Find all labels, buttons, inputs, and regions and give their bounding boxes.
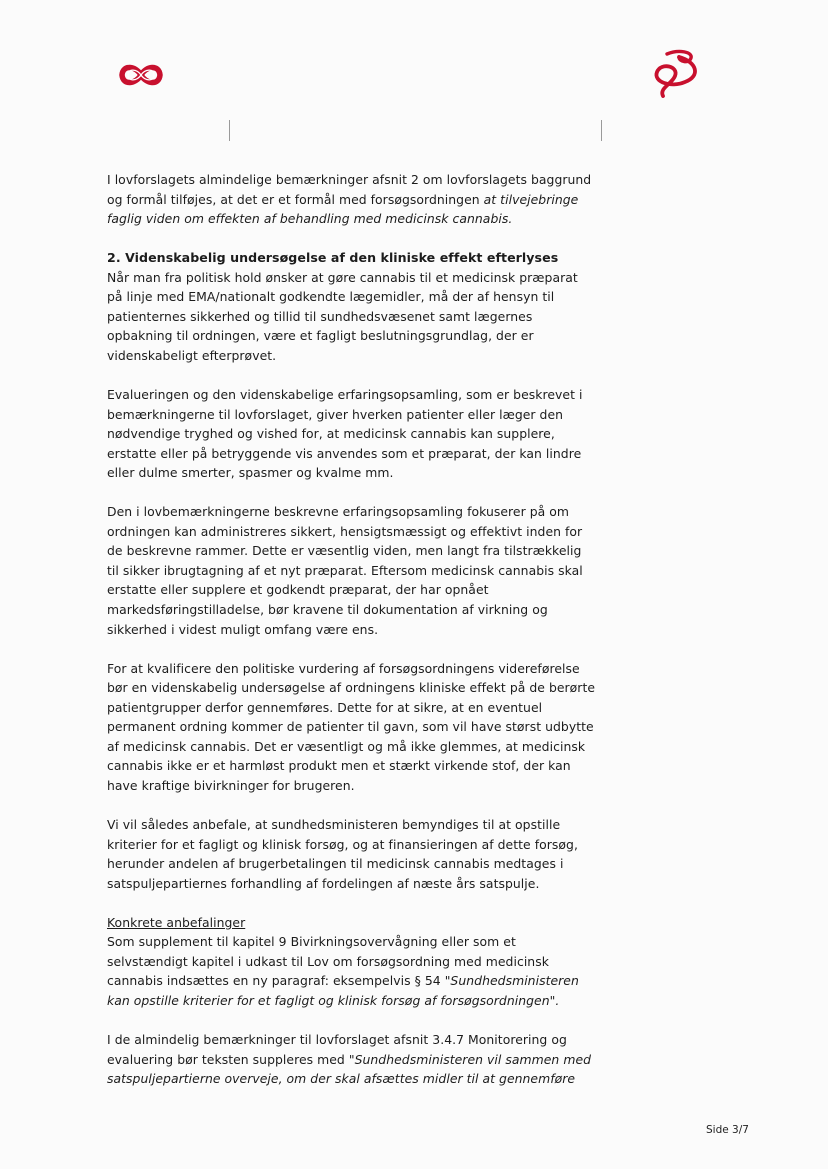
paragraph: For at kvalificere den politiske vurdering af forsøgsordningens videreførelse bør en videnskabelig undersøgelse af ordningens kliniske effekt på de berørte patientgrupper derfor gennemføres. Dette for at sikre, at en eventuel permanent ordning kommer de patienter til gavn, som vil have størst udbytte af medicinsk cannabis. Det er væsentligt og må ikke glemmes, at medicinsk cannabis ikke er et harmløst produkt men et stærkt virkende stof, der kan have kraftige bivirkninger for brugeren. xyxy=(107,660,596,793)
paragraph: Vi vil således anbefale, at sundhedsministeren bemyndiges til at opstille kriterier for et fagligt og klinisk forsøg, og at finansieringen af dette forsøg, herunder andelen af brugerbetalingen til medicinsk cannabis medtages i satspuljepartiernes forhandling af fordelingen af næste års satspulje. xyxy=(107,817,578,891)
page-number: Side 3/7 xyxy=(706,1124,749,1136)
serpent-logo-icon xyxy=(645,48,703,100)
margin-mark-right xyxy=(601,120,602,141)
recommendation-paragraph: I de almindelig bemærkninger til lovforslaget afsnit 3.4.7 Monitorering og evaluering bør teksten suppleres med "Sundhedsministeren vil sammen med satspuljepartierne overveje, om der skal afsættes midler til at gennemføre xyxy=(107,1032,592,1087)
margin-mark-left xyxy=(229,120,230,141)
paragraph: Evalueringen og den videnskabelige erfaringsopsamling, som er beskrevet i bemærkningerne til lovforslaget, giver hverken patienter eller læger den nødvendige tryghed og vished for, at medicinsk cannabis kan supplere, erstatte eller på betryggende vis anvendes som et præparat, der kan lindre eller dulme smerter, spasmer og kvalme mm. xyxy=(107,387,583,481)
paragraph: Når man fra politisk hold ønsker at gøre cannabis til et medicinsk præparat på linje med EMA/nationalt godkendte lægemidler, må der af hensyn til patienternes sikkerhed og tillid til sundhedsvæsenet samt lægernes opbakning til ordningen, være et fagligt beslutningsgrundlag, der er videnskabeligt efterprøvet. xyxy=(107,269,578,363)
intro-paragraph: I lovforslagets almindelige bemærkninger afsnit 2 om lovforslagets baggrund og formål tilføjes, at det er et formål med forsøgsordningen at tilvejebringe faglig viden om effekten af behandling med medicinsk cannabis. xyxy=(107,172,592,227)
document-body xyxy=(107,170,597,1108)
section-heading: 2. Videnskabelig undersøgelse af den kliniske effekt efterlyses xyxy=(107,250,559,266)
paragraph: Den i lovbemærkningerne beskrevne erfaringsopsamling fokuserer på om ordningen kan administreres sikkert, hensigtsmæssigt og effektivt inden for de beskrevne rammer. Dette er væsentlig viden, men langt fra tilstrækkelig til sikker ibrugtagning af et nyt præparat. Eftersom medicinsk cannabis skal erstatte eller supplere et godkendt præparat, der har opnået markedsføringstilladelse, bør kravene til dokumentation af virkning og sikkerhed i videst muligt omfang være ens. xyxy=(107,504,583,637)
subheading: Konkrete anbefalinger xyxy=(107,914,246,930)
infinity-logo-icon xyxy=(117,60,165,90)
recommendation-paragraph: Som supplement til kapitel 9 Bivirkningsovervågning eller som et selvstændigt kapitel i udkast til Lov om forsøgsordning med medicinsk cannabis indsættes en ny paragraf: eksempelvis § 54 "Sundhedsministeren kan opstille kriterier for et fagligt og klinisk forsøg af forsøgsordningen". xyxy=(107,934,579,1008)
